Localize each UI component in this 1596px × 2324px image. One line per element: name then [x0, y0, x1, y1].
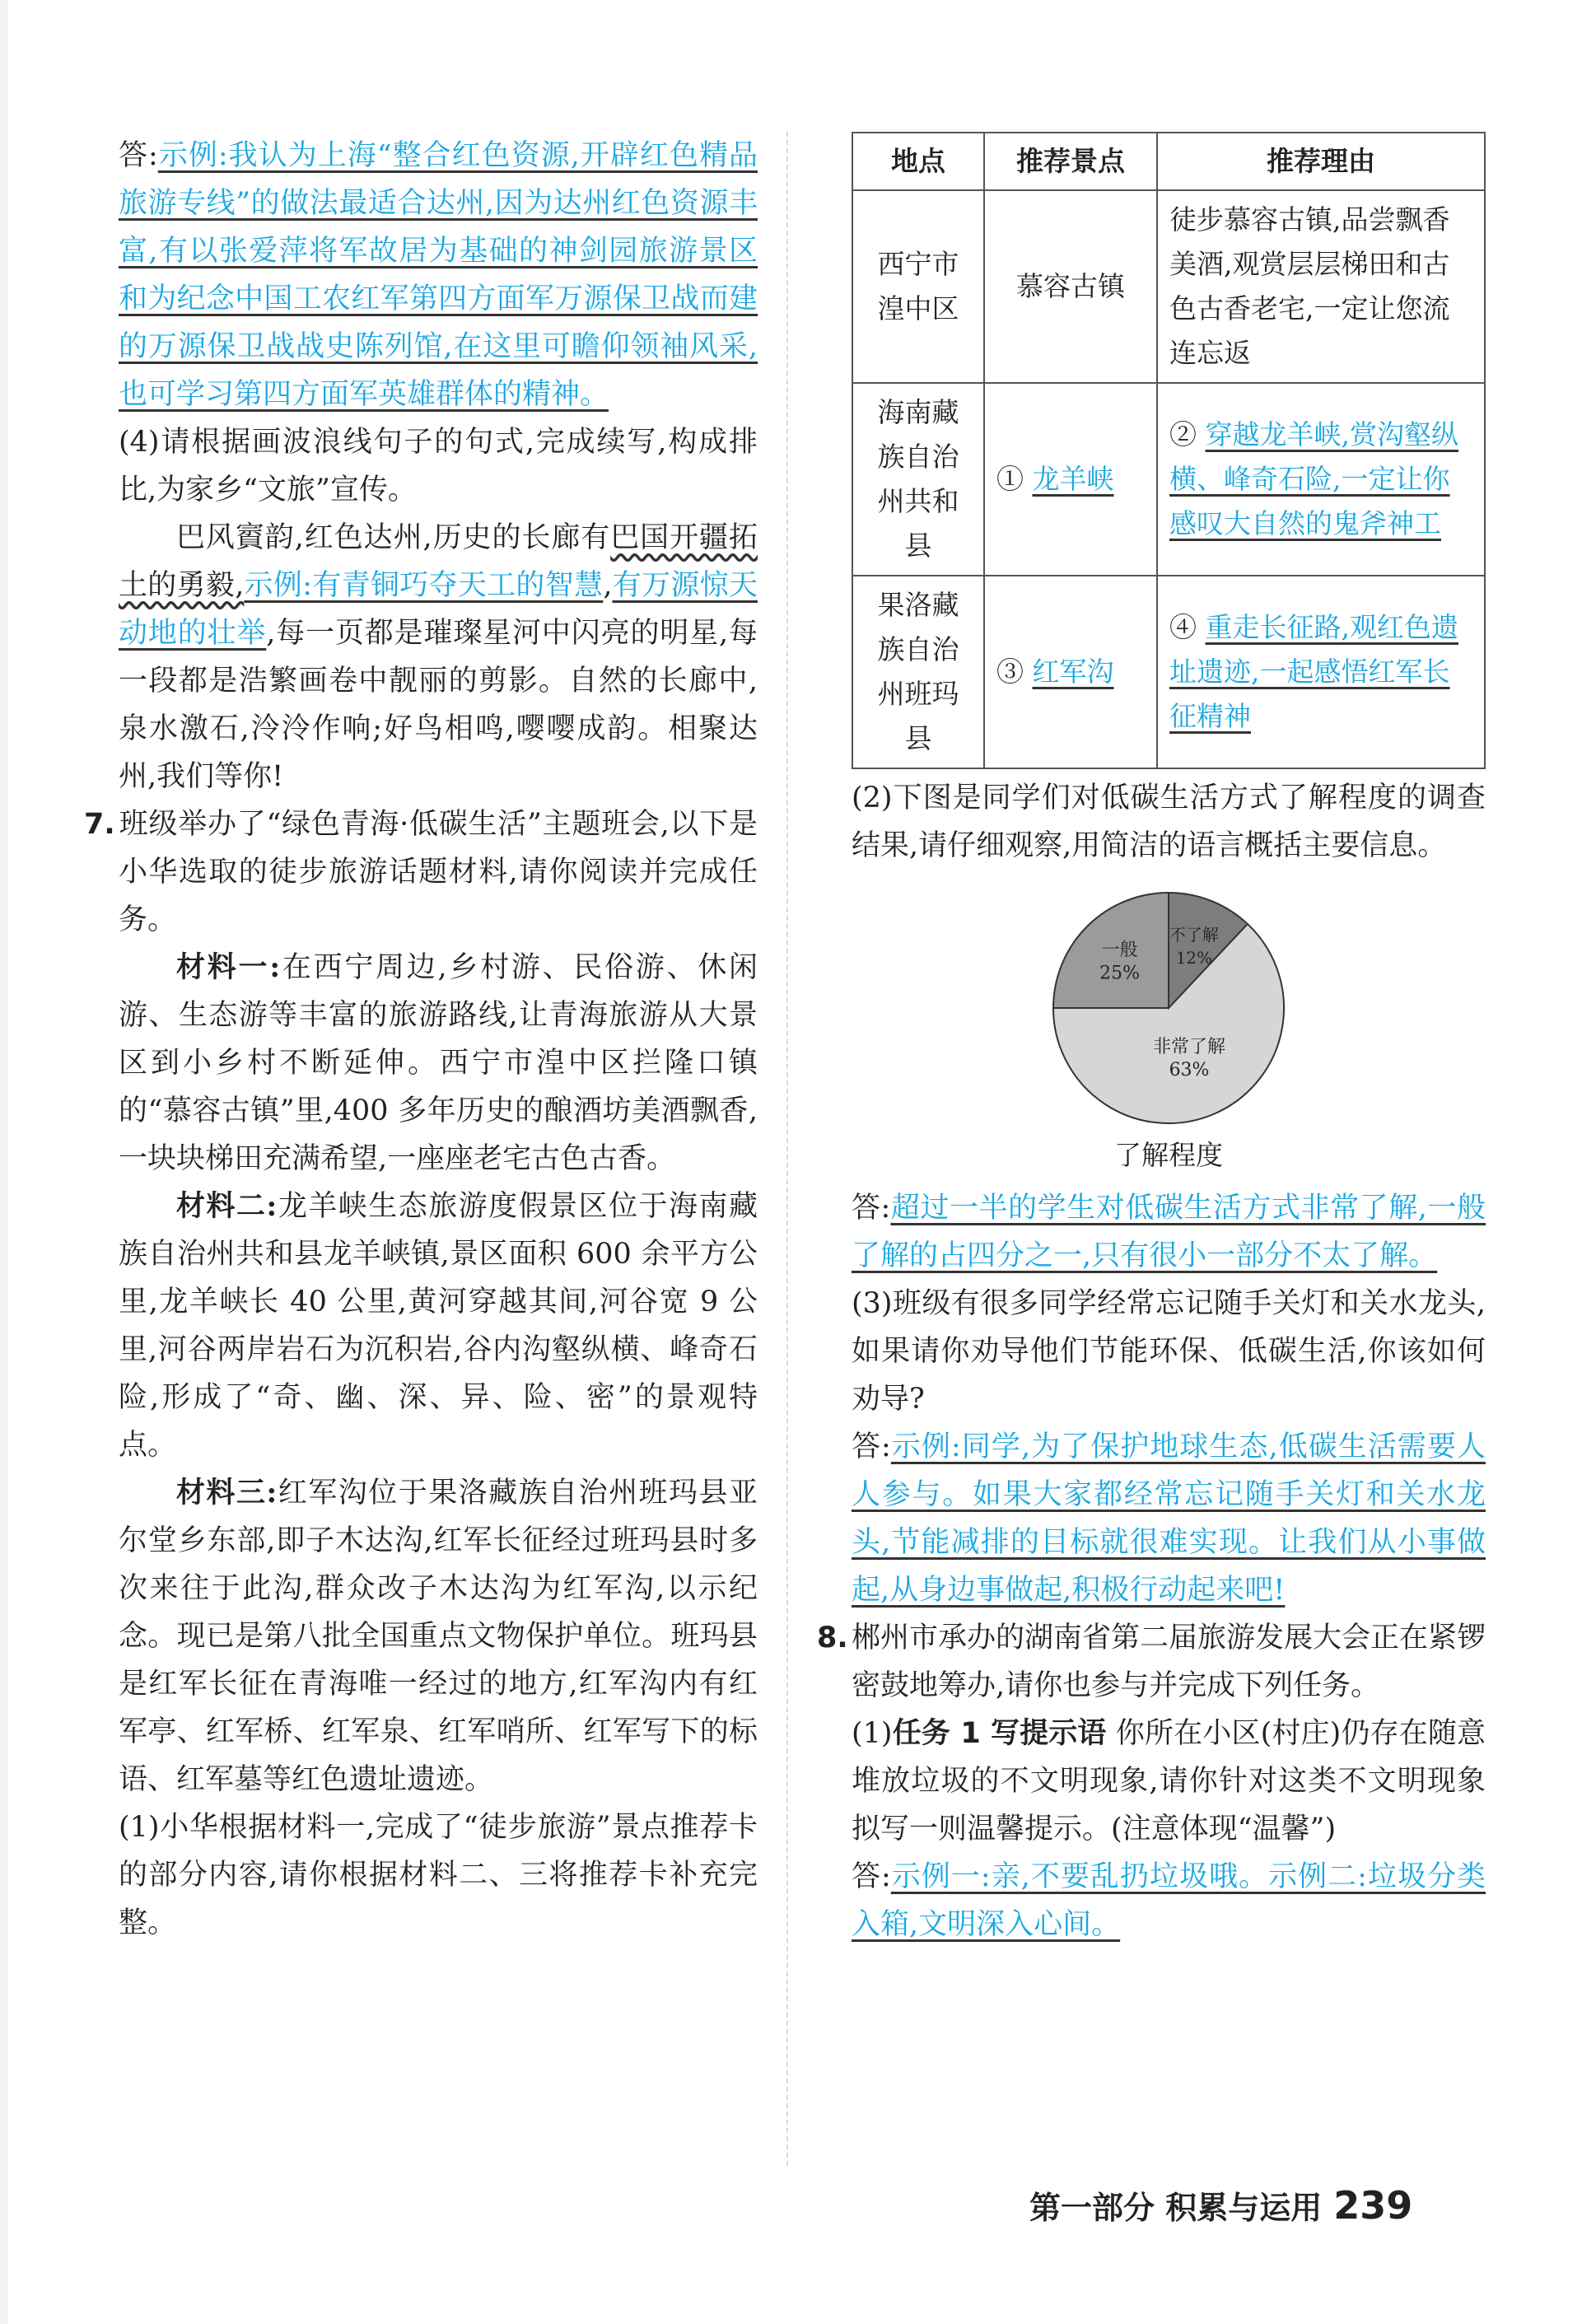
passage-end: ,每一页都是璀璨星河中闪亮的明星,每一段都是浩繁画卷中靓丽的剪影。自然的长廊中,泉水激石,泠泠作响;好鸟相鸣,嘤嘤成韵。相聚达州,我们等你! — [119, 617, 758, 793]
material-3 — [119, 1469, 758, 1804]
answer-label: 答: — [119, 139, 158, 172]
pie-chart — [1045, 884, 1292, 1132]
pie-label-1: 25% — [1099, 963, 1141, 984]
table-cell-reason: 徒步慕容古镇,品尝飘香美酒,观赏层层梯田和古色古香老宅,一定让您流连忘返 — [1157, 190, 1485, 383]
table-header: 推荐景点 — [984, 133, 1157, 190]
question-6-4: (4)请根据画波浪线句子的句式,完成续写,构成排比,为家乡“文旅”宣传。 — [119, 426, 758, 506]
question-7-2: (2)下图是同学们对低碳生活方式了解程度的调查结果,请仔细观察,用简洁的语言概括主要信息。 — [852, 782, 1486, 862]
answer-q7-3 — [852, 1423, 1486, 1614]
table-cell-place: 海南藏族自治州共和县 — [852, 383, 984, 576]
question-text: 班级举办了“绿色青海·低碳生活”主题班会,以下是小华选取的徒步旅游话题材料,请你阅读并完成任务。 — [119, 808, 758, 936]
blank-number: ② — [1169, 418, 1197, 450]
footer-section: 第一部分 积累与运用 — [1029, 2190, 1323, 2226]
right-column — [817, 132, 1486, 1948]
question-7 — [84, 800, 758, 944]
page-number: 239 — [1333, 2183, 1413, 2228]
table-cell-spot — [984, 383, 1157, 576]
pie-chart-block — [852, 884, 1486, 1176]
blank-number: ① — [996, 463, 1024, 495]
answer-label: 答: — [852, 1192, 891, 1225]
blank-number: ④ — [1169, 611, 1197, 643]
passage-comma: , — [603, 569, 613, 602]
table-cell-spot: 慕容古镇 — [984, 190, 1157, 383]
blank-number: ③ — [996, 656, 1024, 688]
answer-text: 示例一:亲,不要乱扔垃圾哦。示例二:垃圾分类入箱,文明深入心间。 — [852, 1860, 1486, 1941]
question-7-3: (3)班级有很多同学经常忘记随手关灯和关水龙头,如果请你劝导他们节能环保、低碳生活,你该如何劝导? — [852, 1287, 1486, 1416]
material-label: 材料三: — [176, 1476, 278, 1510]
question-text: 郴州市承办的湖南省第二届旅游发展大会正在紧锣密鼓地筹办,请你也参与并完成下列任务。 — [852, 1622, 1486, 1702]
task-number: (1) — [852, 1717, 893, 1750]
table-cell-reason — [1157, 383, 1485, 576]
table-row — [852, 190, 1485, 383]
material-text: 在西宁周边,乡村游、民俗游、休闲游、生态游等丰富的旅游路线,让青海旅游从大景区到小乡村不断延伸。西宁市湟中区拦隆口镇的“慕容古镇”里,400 多年历史的酿酒坊美酒飘香,一块块梯田充满希望,一座座老宅古色古香。 — [119, 951, 758, 1175]
answer-q7-2 — [852, 1184, 1486, 1280]
wavy-sentence: 巴国开疆拓土的勇毅, — [119, 521, 758, 602]
passage-paragraph — [119, 514, 758, 800]
pie-label-0: 非常了解 — [1153, 1036, 1226, 1057]
question-number: 8. — [817, 1622, 848, 1654]
question-7-1: (1)小华根据材料一,完成了“徒步旅游”景点推荐卡的部分内容,请你根据材料二、三将推荐卡补充完整。 — [119, 1811, 758, 1939]
answer-label: 答: — [852, 1430, 891, 1463]
table-cell-spot — [984, 576, 1157, 768]
material-label: 材料一: — [176, 950, 281, 984]
table-cell-reason — [1157, 576, 1485, 768]
page-footer — [1029, 2182, 1412, 2228]
table-row — [852, 576, 1485, 768]
table-cell-place: 西宁市湟中区 — [852, 190, 984, 383]
material-2 — [119, 1183, 758, 1469]
answer-fill: 龙羊峡 — [1032, 463, 1114, 495]
answer-fill: 重走长征路,观红色遗址遗迹,一起感悟红军长征精神 — [1169, 611, 1458, 732]
answer-q8-1 — [852, 1853, 1486, 1948]
recommendation-table — [852, 132, 1486, 769]
task-1 — [852, 1710, 1486, 1853]
task-text: 你所在小区(村庄)仍存在随意堆放垃圾的不文明现象,请你针对这类不文明现象拟写一则温馨提示。(注意体现“温馨”) — [852, 1717, 1486, 1846]
material-label: 材料二: — [176, 1189, 278, 1223]
answer-text: 示例:同学,为了保护地球生态,低碳生活需要人人参与。如果大家都经常忘记随手关灯和关水龙头,节能减排的目标就很难实现。让我们从小事做起,从身边事做起,积极行动起来吧! — [852, 1430, 1486, 1607]
table-header: 推荐理由 — [1157, 133, 1485, 190]
table-row — [852, 383, 1485, 576]
pie-label-1: 一般 — [1101, 940, 1138, 961]
question-8 — [817, 1614, 1486, 1710]
answer-fill: 穿越龙羊峡,赏沟壑纵横、峰奇石险,一定让你感叹大自然的鬼斧神工 — [1169, 418, 1458, 539]
answer-fill: 红军沟 — [1032, 656, 1114, 688]
question-number: 7. — [84, 808, 115, 841]
answer-text: 示例:我认为上海“整合红色资源,开辟红色精品旅游专线”的做法最适合达州,因为达州红色资源丰富,有以张爱萍将军故居为基础的神剑园旅游景区和为纪念中国工农红军第四方面军万源保卫战而建的万源保卫战战史陈列馆,在这里可瞻仰领袖风采,也可学习第四方面军英雄群体的精神。 — [119, 139, 758, 411]
chart-title: 了解程度 — [1114, 1139, 1223, 1171]
passage-start: 巴风賨韵,红色达州,历史的长廊有 — [176, 521, 611, 554]
answer-fill-2: 有万源惊天动地的壮举 — [119, 569, 758, 650]
pie-label-2: 不了解 — [1169, 924, 1219, 945]
left-column — [84, 132, 758, 1947]
table-header-row — [852, 133, 1485, 190]
table-header: 地点 — [852, 133, 984, 190]
material-text: 红军沟位于果洛藏族自治州班玛县亚尔堂乡东部,即子木达沟,红军长征经过班玛县时多次来往于此沟,群众改子木达沟为红军沟,以示纪念。现已是第八批全国重点文物保护单位。班玛县是红军长征在青海唯一经过的地方,红军沟内有红军亭、红军桥、红军泉、红军哨所、红军写下的标语、红军墓等红色遗址遗迹。 — [119, 1477, 758, 1796]
pie-label-0: 63% — [1169, 1059, 1210, 1080]
material-text: 龙羊峡生态旅游度假景区位于海南藏族自治州共和县龙羊峡镇,景区面积 600 余平方公里,龙羊峡长 40 公里,黄河穿越其间,河谷宽 9 公里,河谷两岸岩石为沉积岩,谷内沟壑纵横、峰奇石险,形成了“奇、幽、深、异、险、密”的景观特点。 — [119, 1190, 758, 1462]
answer-label: 答: — [852, 1860, 891, 1893]
column-divider — [786, 132, 788, 2166]
pie-label-2: 12% — [1175, 947, 1213, 968]
answer-q6-3 — [119, 132, 758, 418]
task-title: 任务 1 写提示语 — [892, 1717, 1107, 1750]
answer-fill-1: 示例:有青铜巧夺天工的智慧 — [244, 569, 604, 602]
answer-text: 超过一半的学生对低碳生活方式非常了解,一般了解的占四分之一,只有很小一部分不太了解。 — [852, 1192, 1486, 1272]
material-1 — [119, 944, 758, 1183]
table-cell-place: 果洛藏族自治州班玛县 — [852, 576, 984, 768]
